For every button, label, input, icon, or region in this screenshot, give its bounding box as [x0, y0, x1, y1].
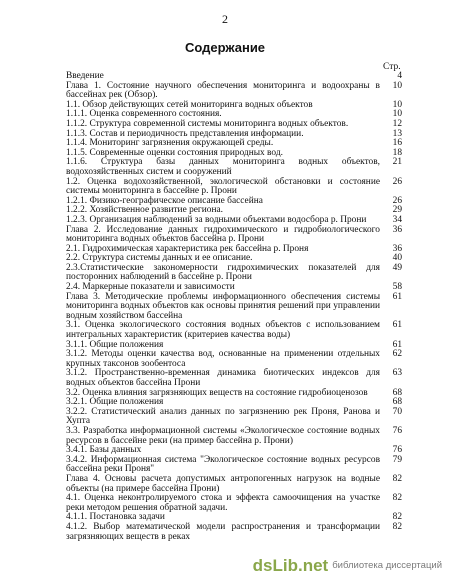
toc-entry-text: 3.4.1. Базы данных	[66, 445, 142, 456]
toc-entry	[66, 456, 402, 475]
toc-entry	[66, 523, 402, 542]
toc-entry-text: 2.2. Структура системы данных и ее описание.	[66, 253, 253, 264]
toc-entry	[66, 408, 402, 427]
toc-entry-text: Глава 3. Методические проблемы информационного обеспечения системы мониторинга водных объектов как основы принятия решений при управлении водным хозяйством бассейна	[66, 291, 380, 321]
toc-entry-text: 1.2. Оценка водохозяйственной, экологической обстановки и состояние системы мониторинга в бассейне р. Прони	[66, 176, 380, 197]
toc-entry	[66, 178, 402, 197]
watermark-subtitle: библиотека диссертаций	[332, 560, 442, 571]
toc-entry-text: 3.2.2. Статистический анализ данных по загрязнению рек Проня, Ранова и Хупта	[66, 406, 380, 427]
toc-entry-page: 21	[392, 157, 402, 168]
toc-entry	[66, 264, 402, 283]
toc-entry-text: 3.1.1. Общие положения	[66, 339, 164, 350]
toc-entry-page: 29	[392, 205, 402, 216]
toc-entry-page: 76	[392, 445, 402, 456]
toc-entry-page: 79	[392, 454, 402, 465]
toc-entry-page: 13	[392, 128, 402, 139]
toc-entry-page: 63	[392, 368, 402, 379]
toc-entry-page: 36	[392, 224, 402, 235]
toc-entry-text: 1.1. Обзор действующих сетей мониторинга водных объектов	[66, 99, 313, 110]
toc-entry-text: 1.1.5. Современные оценки состояния природных вод.	[66, 147, 283, 158]
toc-entry	[66, 350, 402, 369]
toc-entry-text: 3.1. Оценка экологического состояния водных объектов с использованием интегральных характеристик (критериев качества воды)	[66, 320, 380, 341]
toc-entry-page: 82	[392, 493, 402, 504]
page-title: Содержание	[184, 40, 266, 55]
toc-entry-text: 3.2. Оценка влияния загрязняющих веществ на состояние гидробиоценозов	[66, 387, 368, 398]
toc-entry-text: 3.4.2. Информационная система "Экологическое состояние водных ресурсов бассейна реки Проня"	[66, 454, 380, 475]
toc-entry-page: 68	[392, 397, 402, 408]
toc-entry	[66, 427, 402, 446]
toc-entry-page: 82	[392, 512, 402, 523]
toc-entry	[66, 494, 402, 513]
toc-entry-page: 12	[392, 118, 402, 129]
toc-entry-text: 1.1.3. Состав и периодичность представления информации.	[66, 128, 304, 139]
toc-entry-page: 40	[392, 253, 402, 264]
toc-entry-text: 4.1.1. Постановка задачи	[66, 512, 165, 523]
toc-entry-text: 4.1. Оценка неконтролируемого стока и эффекта самоочищения на участке реки методом решения обратной задачи.	[66, 493, 380, 513]
toc-entry-text: 2.1. Гидрохимическая характеристика рек бассейна р. Проня	[66, 243, 309, 254]
toc-entry-page: 4	[397, 71, 402, 81]
toc-entry-text: 1.2.1. Физико-географическое описание бассейна	[66, 195, 263, 206]
toc-entry-page: 61	[392, 291, 402, 302]
toc-entry-page: 10	[392, 109, 402, 120]
toc-entry-page: 70	[392, 406, 402, 417]
toc-entry-text: 1.2.2. Хозяйственное развитие региона.	[66, 205, 224, 216]
toc-entry-page: 61	[392, 339, 402, 350]
toc-entry	[66, 369, 402, 388]
toc-entry	[66, 82, 402, 101]
toc-entry-page: 61	[392, 320, 402, 331]
toc-entry-text: 1.1.2. Структура современной системы мониторинга водных объектов.	[66, 118, 349, 129]
toc-entry-text: 3.3. Разработка информационной системы «Экологическое состояние водных ресурсов в бассейне реки (на пример бассейна р. Прони)	[66, 425, 380, 446]
toc-entry-page: 82	[392, 473, 402, 484]
toc-entry-text: 2.4. Маркерные показатели и зависимости	[66, 282, 235, 293]
toc-entry-page: 68	[392, 387, 402, 398]
toc-entry-page: 10	[392, 99, 402, 110]
toc-entry-page: 62	[392, 349, 402, 360]
toc-entry-text: 1.1.4. Мониторинг загрязнения окружающей среды.	[66, 138, 274, 149]
toc-entry	[66, 158, 402, 177]
toc-entry-text: 1.1.1. Оценка современного состояния.	[66, 109, 222, 120]
toc-entry-text: Глава 1. Состояние научного обеспечения мониторинга и водоохраны в бассейнах рек (Обзор).	[66, 80, 380, 101]
toc-entry-page: 58	[392, 282, 402, 293]
toc-entry-text: 2.3.Статистические закономерности гидрохимических показателей для посторонних наблюдений в бассейне р. Прони	[66, 262, 380, 283]
toc-entry	[66, 475, 402, 494]
toc-entry-text: Глава 4. Основы расчета допустимых антропогенных нагрузок на водные объекты (на примере бассейна Прони)	[66, 473, 380, 494]
watermark	[253, 556, 442, 576]
toc-entry-page: 36	[392, 243, 402, 254]
toc-entry-text: 4.1.2. Выбор математической модели распространения и трансформации загрязняющих веществ в реках	[66, 521, 380, 542]
toc-entry-page: 18	[392, 147, 402, 158]
toc-entry-page: 82	[392, 521, 402, 532]
watermark-logo: dsLib.net	[252, 556, 329, 575]
page-column-label: Стр.	[383, 62, 401, 72]
toc-entry	[66, 293, 402, 322]
toc-entry-text: 3.1.2. Пространственно-временная динамика биотических индексов для водных объектов бассейна Прони	[66, 368, 380, 388]
table-of-contents	[66, 72, 402, 542]
toc-entry-page: 16	[392, 138, 402, 149]
toc-entry-page: 49	[392, 262, 402, 273]
toc-entry-text: Глава 2. Исследование данных гидрохимического и гидробиологического мониторинга водных объектов бассейна р. Прони	[66, 224, 380, 245]
toc-entry-page: 34	[392, 214, 402, 225]
toc-entry	[66, 321, 402, 340]
toc-entry-text: 1.2.3. Организация наблюдений за водными объектами водосбора р. Прони	[66, 214, 367, 225]
toc-entry	[66, 226, 402, 245]
toc-entry-page: 26	[392, 195, 402, 206]
toc-entry-text: 3.1.2. Методы оценки качества вод, основанные на применении отдельных крупных таксонов зообентоса	[66, 349, 380, 369]
page-number: 2	[222, 12, 228, 26]
toc-entry-text: Введение	[66, 71, 104, 81]
toc-entry-page: 76	[392, 425, 402, 436]
toc-entry-text: 1.1.6. Структура базы данных мониторинга водных объектов, водохозяйственных систем и сооружений	[66, 157, 380, 177]
toc-entry-page: 26	[392, 176, 402, 187]
toc-entry-page: 10	[392, 80, 402, 91]
toc-entry-text: 3.2.1. Общие положения	[66, 397, 164, 408]
